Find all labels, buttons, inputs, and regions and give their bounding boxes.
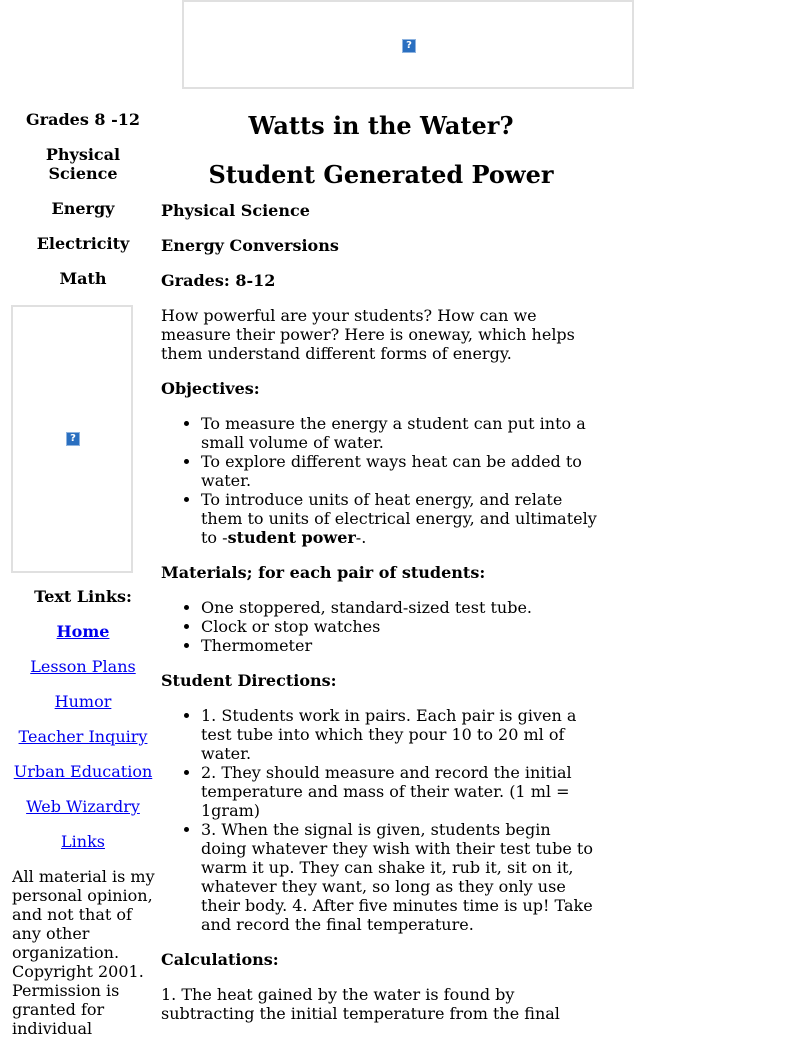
link-teacher-inquiry[interactable]: Teacher Inquiry (18, 727, 148, 746)
category-electricity: Electricity (36, 234, 130, 253)
category-energy: Energy (51, 199, 115, 218)
materials-list (161, 598, 601, 655)
grades-label: Grades: 8-12 (161, 271, 276, 290)
objective-text: To introduce units of heat energy, and relate them to units of electrical energy, and ultimately to - (201, 490, 597, 547)
list-item (201, 490, 601, 547)
link-home[interactable]: Home (56, 622, 110, 641)
calculations-paragraph: 1. The heat gained by the water is found by subtracting the initial temperature from the final (161, 985, 560, 1023)
materials-heading: Materials; for each pair of students: (161, 563, 486, 582)
page-title: Watts in the Water? (248, 111, 514, 140)
list-item: • To explore different ways heat can be added to water. (201, 452, 601, 490)
copyright-disclaimer: All material is my personal opinion, and not that of any other organization. Copyright 2001. Permission is granted for individual (12, 867, 155, 1038)
intro-paragraph: How powerful are your students? How can we measure their power? Here is oneway, which helps them understand different forms of energy. (161, 306, 575, 363)
student-power-emphasis: student power (227, 528, 356, 547)
sidebar (10, 110, 156, 851)
link-lesson-plans[interactable]: Lesson Plans (30, 657, 136, 676)
text-links-nav (10, 622, 156, 867)
subject-label: Physical Science (161, 201, 310, 220)
category-math: Math (59, 269, 107, 288)
category-physical-science: Physical Science (45, 145, 121, 183)
list-item: • Clock or stop watches (201, 617, 601, 636)
objectives-list (161, 414, 601, 547)
directions-heading: Student Directions: (161, 671, 337, 690)
broken-image-icon: ? (66, 432, 80, 446)
sidebar-image (11, 305, 133, 573)
directions-list (161, 706, 601, 934)
lesson-content (161, 110, 601, 1023)
link-humor[interactable]: Humor (54, 692, 112, 711)
list-item: • 1. Students work in pairs. Each pair is given a test tube into which they pour 10 to 20 ml of water. (201, 706, 601, 763)
text-links-heading: Text Links: (34, 587, 132, 606)
category-grades: Grades 8 -12 (25, 110, 140, 129)
objective-tail: -. (355, 528, 367, 547)
list-item: • 3. When the signal is given, students begin doing whatever they wish with their test tube to warm it up. They can shake it, rub it, sit on it, whatever they want, so long as they only use their body. 4. After five minutes time is up! Take and record the final temperature. (201, 820, 601, 934)
link-web-wizardry[interactable]: Web Wizardry (26, 797, 140, 816)
list-item: • To measure the energy a student can put into a small volume of water. (201, 414, 601, 452)
link-links[interactable]: Links (61, 832, 105, 851)
page-subtitle: Student Generated Power (208, 160, 554, 189)
list-item: • 2. They should measure and record the initial temperature and mass of their water. (1 ml = 1gram) (201, 763, 601, 820)
broken-image-icon: ? (402, 39, 416, 53)
banner-image (182, 0, 634, 89)
objectives-heading: Objectives: (161, 379, 260, 398)
list-item: • One stoppered, standard-sized test tube. (201, 598, 601, 617)
calculations-heading: Calculations: (161, 950, 279, 969)
list-item: • Thermometer (201, 636, 601, 655)
link-urban-education[interactable]: Urban Education (13, 762, 153, 781)
topic-label: Energy Conversions (161, 236, 339, 255)
